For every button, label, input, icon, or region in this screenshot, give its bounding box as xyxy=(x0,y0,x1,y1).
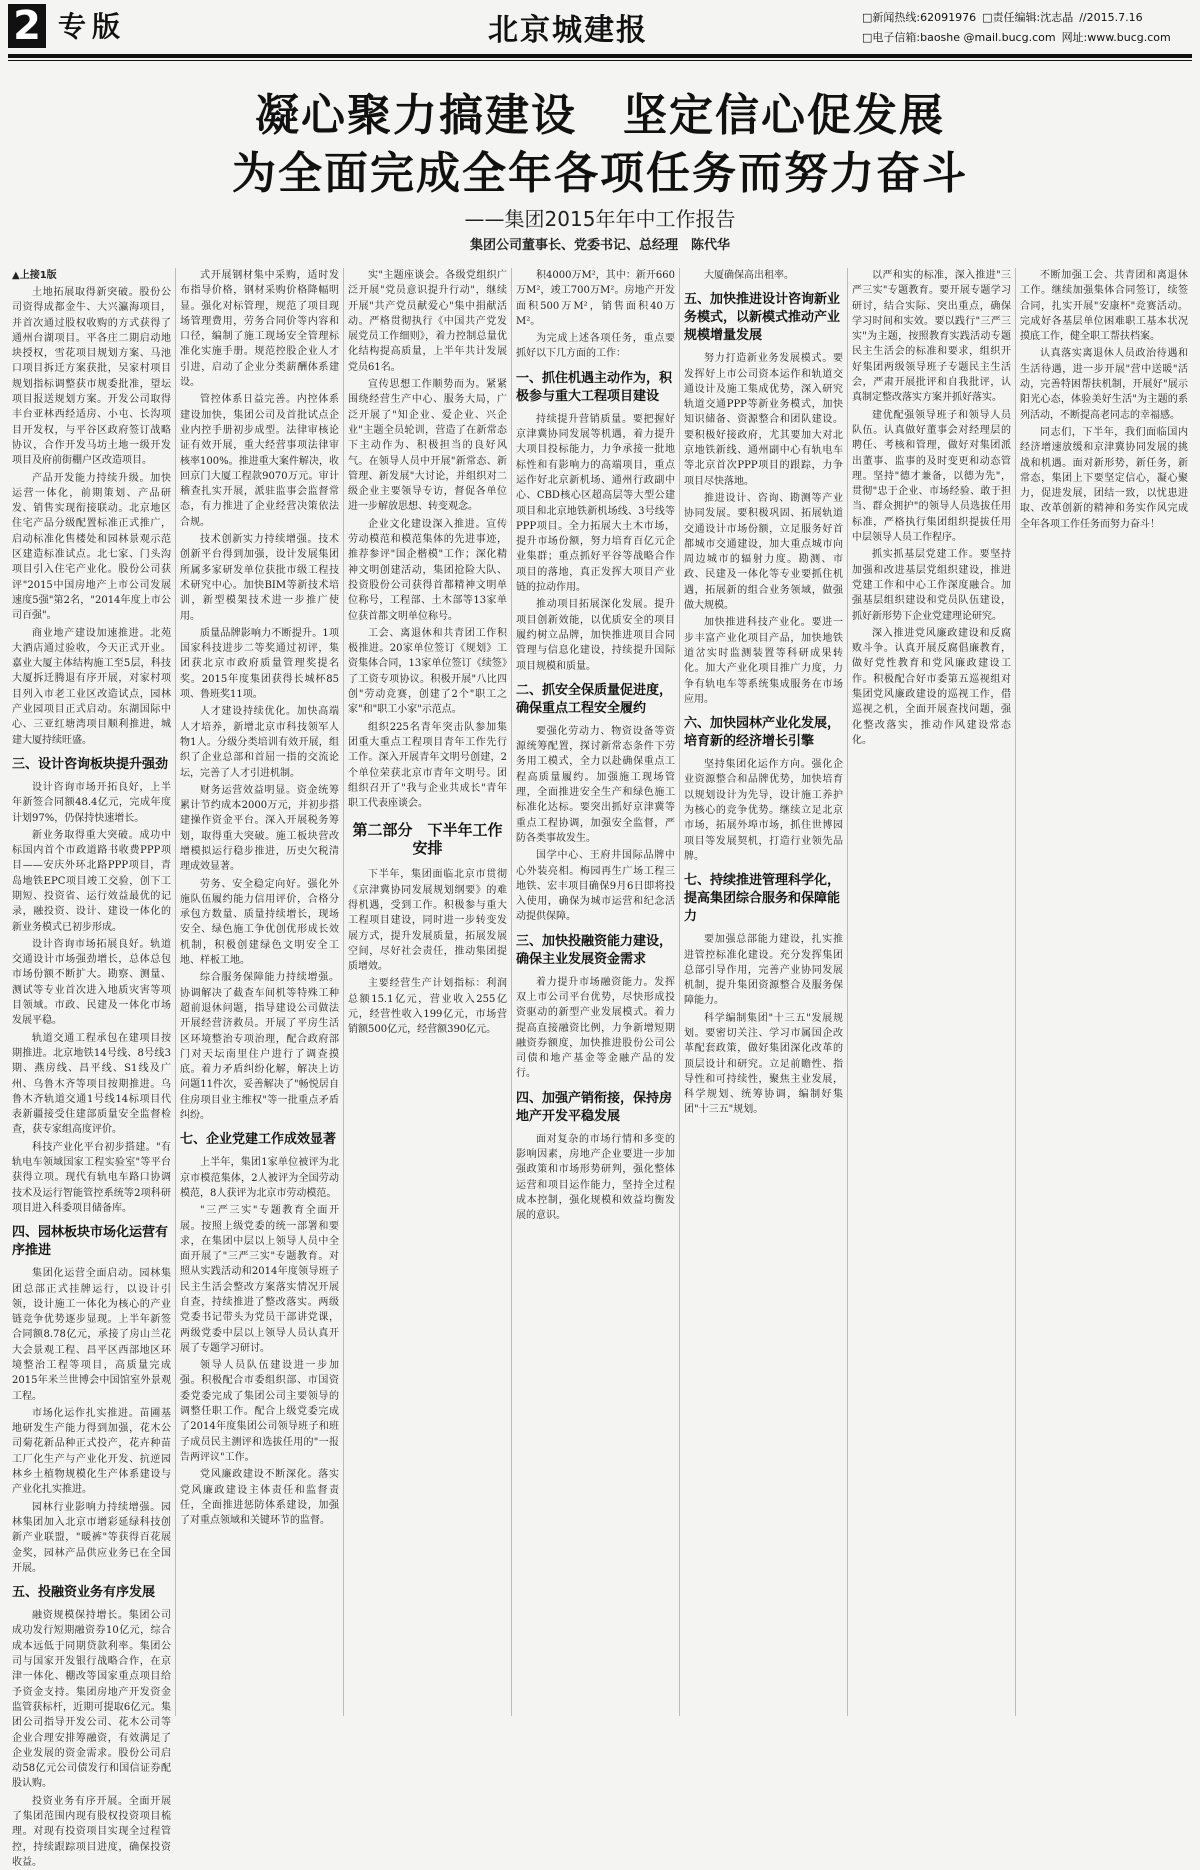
column-3 xyxy=(344,268,512,1716)
paragraph: 不断加强工会、共青团和离退休工作。继续加强集体合同签订，续签合同，扎实开展"安康杯"竞赛活动。完成好各基层单位困难职工基本状况摸底工作，健全职工帮扶档案。 xyxy=(1020,270,1188,343)
newspaper-name: 北京城建报 xyxy=(488,13,648,48)
paragraph: 持续提升营销质量。要把握好京津冀协同发展等机遇，着力提升大项目投标能力，力争承接一批地标性和有影响力的高端项目，重点运作好北京新机场、通州行政副中心、CBD核心区超高层等大型公建项目和北京地铁新机场线、3号线等PPP项目。全力拓展大土木市场，提升市场份额，努力培育百亿元企业集群；重点抓好平谷等战略合作项目的落地，真正发挥大项目产业链的拉动作用。 xyxy=(516,413,675,594)
paragraph: 财务运营效益明显。资金统筹累计节约成本2000万元，并初步搭建操作资金平台。深入开展税务筹划，取得重大突破。施工板块营改增模拟运行稳步推进，历史欠税清理成效显著。 xyxy=(180,784,339,873)
page-number: 2 xyxy=(8,4,46,48)
contact-info xyxy=(862,8,1196,48)
paragraph: 领导人员队伍建设进一步加强。积极配合市委组织部、市国资委党委完成了集团公司主要领导的调整任职工作。配合上级党委完成了2014年度集团公司领导班子和班子成员民主测评和选拔任用的"一报告两评议"工作。 xyxy=(180,1360,339,1463)
column-5 xyxy=(680,268,848,1716)
paragraph: 综合服务保障能力持续增强。协调解决了截查车间机等特殊工种超前退休问题，指导建设公司做法开展经营济救员。开展了平房生活区环境整治专项治理，配合政府部门对天坛南里住户进行了调查摸底。着力矛盾纠纷化解，解决上访问题11件次，妥善解决了"畅悦居自住房项目业主维权"等一批重点矛盾纠纷。 xyxy=(180,972,339,1122)
website[interactable]: 网址:www.bucg.com xyxy=(1061,31,1171,44)
column-1 xyxy=(8,268,176,1868)
paragraph: 要强化劳动力、物资设备等资源统筹配置，探讨新常态条件下劳务用工模式，全力以赴确保重点工程高质量履约。加强施工现场管理，全面推进安全生产和绿色施工标准化达标。要突出抓好京津冀等重点工程协调，加强安全监督，严防各类事故发生。 xyxy=(516,725,675,844)
paragraph: 科学编制集团"十三五"发展规划。要密切关注、学习市属国企改革配套政策，做好集团深化改革的顶层设计和研究。立足前瞻性、指导性和可持续性，聚焦主业发展，科学规划、统筹协调，编制好集团"十三五"规划。 xyxy=(684,1012,843,1116)
section-heading: 五、投融资业务有序发展 xyxy=(12,1585,156,1601)
paragraph: 融资规模保持增长。集团公司成功发行短期融资券10亿元，综合成本远低于同期贷款利率。集团公司与国家开发银行战略合作，在京津一体化、棚改等国家重点项目给予资金支持。集团房地产开发资金监管获标杆，近期可提取6亿元。集团公司指导开发公司、花木公司等企业合理安排筹融资，有效满足了企业发展的资金需求。股份公司启动58亿元公司债发行和国信证券配股认购。 xyxy=(12,1610,171,1790)
paragraph: 面对复杂的市场行情和多变的影响因素，房地产企业要进一步加强政策和市场形势研判，强化整体运营和项目运作能力，坚持全过程成本控制，强化规模和效益均衡发展的意识。 xyxy=(516,1133,675,1222)
paragraph: 抓实抓基层党建工作。要坚持加强和改进基层党组织建设，推进党建工作和中心工作深度融合。加强基层组织建设和党员队伍建设，抓好新形势下企业党建理论研究。 xyxy=(852,549,1011,622)
section-heading: 一、抓住机遇主动作为，积极参与重大工程项目建设 xyxy=(516,370,673,404)
section-heading: 二、抓安全保质量促进度，确保重点工程安全履约 xyxy=(516,682,673,716)
headline-line2: 为全面完成全年各项任务而努力奋斗 xyxy=(232,148,968,199)
paragraph: 同志们，下半年，我们面临国内经济增速放缓和京津冀协同发展的挑战和机遇。面对新形势，新任务，新常态，集团上下要坚定信心，凝心聚力，促进发展，团结一致，以忧患进取、改革创新的精神和务实作风完成全年各项工作任务而努力奋斗！ xyxy=(1020,426,1188,530)
paragraph: 园林行业影响力持续增强。园林集团加入北京市增彩延绿科技创新产业联盟，"暖裤"等获得百花展金奖，园林产品供应业务已在全国开展。 xyxy=(12,1501,171,1574)
headline-line1: 凝心聚力搞建设 坚定信心促发展 xyxy=(255,90,945,141)
section-heading: 三、设计咨询板块提升强劲 xyxy=(12,756,169,772)
paragraph: 努力打造新业务发展模式。要发挥好上市公司资本运作和轨道交通设计及施工集成优势，深入研究轨道交通PPP等新业务模式，加快知识储备、资源整合和团队建设。要积极好接政府，尤其要加大对北京地铁新线、通州副中心有轨电车等北京首次PPP项目的跟踪，力争项目尽快落地。 xyxy=(684,353,843,487)
paragraph: 组织225名青年突击队参加集团重大重点工程项目青年工作先行工作。深入开展青年文明号创建，2个单位荣获北京市青年文明号。团组织召开了"我与企业共成长"青年职工代表座谈会。 xyxy=(348,721,507,810)
masthead xyxy=(0,0,1200,62)
paragraph: "三严三实"专题教育全面开展。按照上级党委的统一部署和要求，在集团中层以上领导人员中全面开展了"三严三实"专题教育。对照从实践活动和2014年度领导班子民主生活会整改方案落实情况开展自查，持续推进了整改落实。两级党委书记带头为党员干部讲党课，两级党委中层以上领导人员认真开展了专题学习研讨。 xyxy=(180,1205,339,1354)
section-heading: 五、加快推进设计咨询新业务模式，以新模式推动产业规模增量发展 xyxy=(684,292,841,344)
continued-marker: ▲上接1版 xyxy=(12,270,57,281)
hotline: □新闻热线:62091976 xyxy=(862,11,977,24)
paragraph: 以严和实的标准，深入推进"三严三实"专题教育。要开展专题学习研讨，结合实际、突出重点，确保学习时间和实效。要以践行"三严三实"为主题，按照教育实践活动专题民主生活会的标准和要求，组织开好集团两级领导班子专题民主生活会，严肃开展批评和自我批评，认真制定整改落实方案并抓好落实。 xyxy=(852,270,1011,404)
paragraph: 推进设计、咨询、勘测等产业协同发展。要积极巩固、拓展轨道交通设计市场份额，立足服务好首都城市交通建设，加大重点城市向周边城市的辐射力度。勘测、市政、民建及一体化等专业要抓住机遇，拓展新的组合业务领域，做强做大规模。 xyxy=(684,492,843,612)
section-heading: 四、加强产销衔接，保持房地产开发平稳发展 xyxy=(516,1090,673,1124)
paragraph: 大厦确保高出租率。 xyxy=(704,270,794,281)
paragraph: 技术创新实力持续增强。技术创新平台得到加强，设计发展集团所属多家研发单位获批市级工程技术研究中心。加快BIM等新技术培训，新型模架技术进一步推广使用。 xyxy=(180,534,339,622)
paragraph: 轨道交通工程承包在建项目按期推进。北京地铁14号线、8号线3期、燕房线、昌平线、S1线及广州、乌鲁木齐等项目按期推进。乌鲁木齐轨道交通1号线14标项目代表新疆接受住建部质量安全监督检查，获专家组高度评价。 xyxy=(12,1032,171,1136)
paragraph: 下半年，集团面临北京市贯彻《京津冀协同发展规划纲要》的难得机遇，受到工作。积极参与重大工程项目建设，同时进一步转变发展方式，提升发展质量，拓展发展空间，尽好社会责任，推动集团提质增效。 xyxy=(348,869,507,973)
paragraph: 集团化运营全面启动。园林集团总部正式挂牌运行，以设计引领，设计施工一体化为核心的产业链竞争优势逐步显现。上半年新签合同额8.78亿元，承接了房山兰花大会景观工程、昌平区西部地区环境整治工程等项目，高质量完成2015年米兰世博会中国馆室外景观工程。 xyxy=(12,1268,171,1402)
paragraph: 工会、离退休和共青团工作积极推进。20家单位签订《规划》工资集体合同，13家单位签订《续签》了工资专项协议。积极开展"八比四创"劳动竞赛，创建了2个"职工之家"和"职工小家"示范点。 xyxy=(348,627,507,716)
column-7 xyxy=(1016,268,1192,1716)
paragraph: 土地拓展取得新突破。股份公司资得成都金牛、大兴瀛海项目，并首次通过股权收购的方式获得了通州台湖项目。平各庄二期启动地块授权，雪花项目规划方案、马池口项目拆迁方案获批，吴家村项目规划指标调整获市规委批准，望坛项目报送规划方案。开发公司取得丰台亚林西经适房、小屯、长沟项目开发权，与平谷区政府签订战略协议，合作开发马坊土地一级开发项目及府前街棚户区改造项目。 xyxy=(12,287,171,467)
section-heading: 七、持续推进管理科学化，提高集团综合服务和保障能力 xyxy=(684,873,841,925)
paragraph: 实"主题座谈会。各级党组织广泛开展"党员意识提升行动"，继续开展"共产党员献爱心"集中捐献活动。严格贯彻执行《中国共产党发展党员工作细则》，着力控制总量优化结构提高质量，上半年共计发展党员61名。 xyxy=(348,270,507,373)
editor: □责任编辑:沈志晶 xyxy=(982,11,1074,24)
paragraph: 加快推进科技产业化。要进一步丰富产业化项目产品，加快地铁道岔实时监测装置等科研成果转化。加大产业化项目推广力度，力争有轨电车等系统集成服务在市场应用。 xyxy=(684,617,843,705)
paragraph: 产品开发能力持续升级。加快运营一体化，前期策划、产品研发、销售实现衔接联动。北京地区住宅产品分级配置标准正式推广，启动标准化售楼处和园林景观示范区建造标准试点。北七家、门头沟项目引入住宅产业化。股份公司获评"2015中国房地产上市公司发展速度5强"第2名，"2014年度上市公司百强"。 xyxy=(12,472,171,622)
paragraph: 投资业务有序开展。全面开展了集团范围内现有股权投资项目梳理。对现有投资项目实现全过程管控，持续跟踪项目进度，确保投资收益。 xyxy=(12,1795,171,1868)
paragraph: 式开展钢材集中采购，适时发布指导价格，钢材采购价格降幅明显。强化对标管理，规范了项目现场管理费用，劳务合同价等内容和口径，编制了施工现场安全管理标准化实施手册。规范控股企业人才引进，启动了企业分类薪酬体系建设。 xyxy=(180,270,339,389)
column-4 xyxy=(512,268,680,1716)
paragraph: 建优配强领导班子和领导人员队伍。认真做好董事会对经理层的聘任、考核和管理，做好对集团派出董事、监事的及时变更和动态管理。坚持"德才兼备，以德为先"，贯彻"忠于企业、市场经验、敢于担当、群众拥护"的领导人员选拔任用标准，严格执行集团组织提拔任用中层领导人员工作程序。 xyxy=(852,409,1011,544)
email: □电子信箱:baoshe @mail.bucg.com xyxy=(862,31,1056,44)
paragraph: 新业务取得重大突破。成功中标国内首个市政道路书收费PPP项目——安庆外环北路PPP项目，青岛地铁EPC项目竣工交验，创下工期短、投资省、运行效益最优的记录，融投资、设计、建设一体化的新业务模式已初步形成。 xyxy=(12,829,171,933)
paragraph: 宣传思想工作顺势而为。紧紧围绕经营生产中心、服务大局，广泛开展了"知企业、爱企业、兴企业"主题全员轮训，营造了在新常态下主动作为、积极担当的良好风气。在领导人员中开展"新常态、新管理、新发展"大讨论，并组织对二级企业主要领导专访，督促各单位进一步解放思想、转变观念。 xyxy=(348,379,507,513)
section-heading: 第二部分 下半年工作安排 xyxy=(352,821,503,858)
header-rule xyxy=(8,54,1192,58)
header-rule-thin xyxy=(8,60,1192,61)
section-heading: 三、加快投融资能力建设，确保主业发展资金需求 xyxy=(516,933,673,967)
paragraph: 深入推进党风廉政建设和反腐败斗争。认真开展反腐倡廉教育，做好党性教育和党风廉政建设工作。积极配合好市委第五巡视组对集团党风廉政建设的巡视工作，借巡视之机，全面开展查找问题，强化整改落实，推动作风建设常态化。 xyxy=(852,627,1011,746)
paragraph: 坚持集团化运作方向。强化企业资源整合和品牌优势，加快培育以规划设计为先导，设计施工养护为核心的竞争优势。继续立足北京市场，拓展外埠市场，抓住世博园项目等发展契机，打造行业领先品牌。 xyxy=(684,759,843,862)
article-body xyxy=(8,268,1192,1868)
byline: 集团公司董事长、党委书记、总经理 陈代华 xyxy=(469,238,730,253)
paragraph: 认真落实离退休人员政治待遇和生活待遇，进一步开展"营中送暖"活动，完善特困帮扶机制，开展好"展示阳光心态，体验美好生活"为主题的系列活动，不断提高老同志的幸福感。 xyxy=(1020,348,1188,421)
paragraph: 为完成上述各项任务，重点要抓好以下几方面的工作： xyxy=(516,333,675,360)
paragraph: 人才建设持续优化。加快高端人才培养，新增北京市科技领军人物1人。分级分类培训有效开展，组织了企业总部和首屈一指的交流论坛，完善了人才引进机制。 xyxy=(180,706,339,779)
issue-date: //2015.7.16 xyxy=(1079,11,1143,24)
paragraph: 商业地产建设加速推进。北苑大酒店通过验收，今天正式开业。嘉业大厦主体结构施工至5层，科技大厦拆迁腾退有序开展，对家村项目列入市老工业区改造试点，园林产业园项目正式启动。东湖国际中心、三亚红塘湾项目顺利推进，城建大厦持续旺盛。 xyxy=(12,627,171,746)
subtitle: ——集团2015年年中工作报告 xyxy=(464,207,736,231)
paragraph: 着力提升市场融资能力。发挥双上市公司平台优势，尽快形成投资驱动的新型产业发展模式。着力提高直接融资比例，力争新增短期融资券额度，加快推进股份公司公司债和地产基金等金融产品的发行。 xyxy=(516,976,675,1080)
paragraph: 国学中心、王府井国际品牌中心外装亮相。梅园再生广场工程三地铁、宏丰项目确保9月6日即将投入使用，确保为城市运营和纪念活动提供保障。 xyxy=(516,850,675,923)
paragraph: 积4000万M²，其中：新开660万M²，竣工700万M²。房地产开发面积500万M²，销售面积40万M²。 xyxy=(516,270,675,327)
paragraph: 设计咨询市场开拓良好，上半年新签合同额48.4亿元，完成年度计划97%，仍保持快速增长。 xyxy=(12,781,171,824)
column-6 xyxy=(848,268,1016,1716)
paragraph: 设计咨询市场拓展良好。轨道交通设计市场强劲增长，总体总包市场份额不断扩大。勘察、测量、测试等专业首次进入地质灾害等项目领域。市政、民建及一体化市场发展平稳。 xyxy=(12,938,171,1027)
paragraph: 市场化运作扎实推进。苗圃基地研发生产能力得到加强，花木公司菊花新品种正式投产，花卉种苗工厂化生产与产业化开发、抗逆园林乡土植物规模化生产体系建设与产业化扎实推进。 xyxy=(12,1407,171,1496)
column-2 xyxy=(176,268,344,1716)
column-label: 专版 xyxy=(58,10,127,43)
section-heading: 六、加快园林产业化发展，培育新的经济增长引擎 xyxy=(684,716,841,750)
paragraph: 上半年，集团1家单位被评为北京市模范集体，2人被评为全国劳动模范，8人获评为北京市劳动模范。 xyxy=(180,1157,339,1199)
paragraph: 科技产业化平台初步搭建。"有轨电车领域国家工程实验室"等平台获得立项。现代有轨电车路口协调技术及运行智能管控系统等2项科研项目进入科委项目储备库。 xyxy=(12,1141,171,1214)
paragraph: 企业文化建设深入推进。宣传劳动模范和模范集体的先进事迹，推荐参评"国企楷模"工作；深化精神文明创建活动，集团抢险大队、投资股份公司获得首都精神文明单位称号，工程部、土木部等13家单位获首都文明单位称号。 xyxy=(348,518,507,622)
paragraph: 要加强总部能力建设，扎实推进管控标准化建设。充分发挥集团总部引导作用，完善产业协同发展机制，提升集团资源整合及服务保障能力。 xyxy=(684,934,843,1007)
paragraph: 推动项目拓展深化发展。提升项目创新效能，以优质安全的项目履约树立品牌，加快推进项目合同管理与信息化建设，持续提升国际项目规模和质量。 xyxy=(516,599,675,672)
section-heading: 七、企业党建工作成效显著 xyxy=(180,1132,337,1148)
paragraph: 管控体系日益完善。内控体系建设加快，集团公司及首批试点企业内控手册初步成型。法律审核论证有效开展，重大经营事项法律审核率100%。推进重大案件解决，收回京门大厦工程款9070万元。审计稽查扎实开展，派驻监事会监督常态，有力推进了企业经营决策依法合规。 xyxy=(180,394,339,528)
section-heading: 四、园林板块市场化运营有序推进 xyxy=(12,1225,169,1259)
paragraph: 党风廉政建设不断深化。落实党风廉政建设主体责任和监督责任，全面推进惩防体系建设，加强了对重点领域和关键环节的监督。 xyxy=(180,1469,339,1527)
paragraph: 质量品牌影响力不断提升。1项国家科技进步二等奖通过初评，集团获北京市政府质量管理奖提名奖。2015年度集团获得长城杯85项、鲁班奖11项。 xyxy=(180,627,339,701)
paragraph: 主要经营生产计划指标：利润总额15.1亿元，营业收入255亿元，经营性收入199亿元，市场营销额500亿元，经营额390亿元。 xyxy=(348,978,507,1036)
paragraph: 劳务、安全稳定向好。强化外施队伍履约能力信用评价，合格分承包方数量、质量持续增长，现场安全、绿色施工争优创优形成长效机制，积极创建绿色文明安全工地、样板工地。 xyxy=(180,878,339,967)
